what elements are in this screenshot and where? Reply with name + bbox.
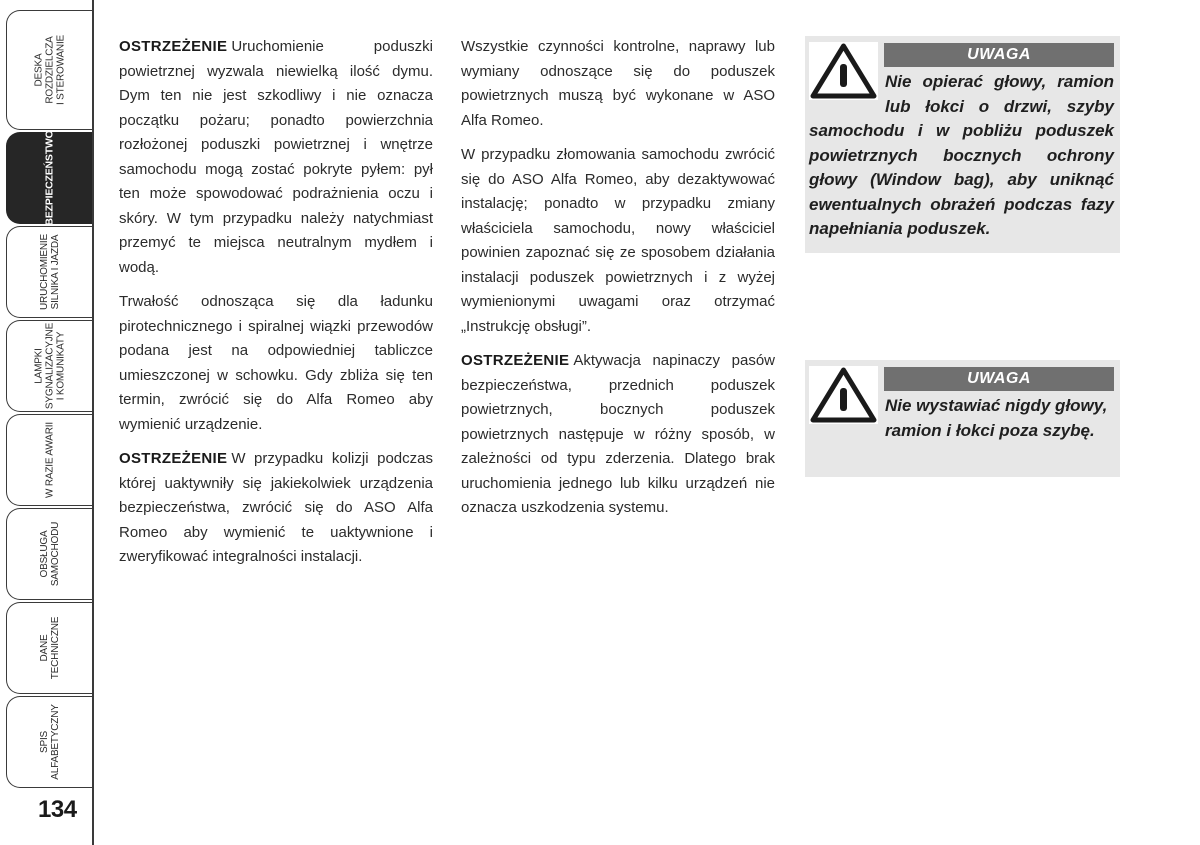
warning-title: UWAGA — [884, 367, 1114, 391]
tab-label: URUCHOMIENIE SILNIKA I JAZDA — [38, 234, 61, 310]
warning-lead: OSTRZEŻENIE — [461, 352, 570, 369]
text-column-2 — [461, 35, 775, 531]
warning-box — [805, 360, 1120, 477]
tab-deska-rozdzielcza[interactable] — [6, 10, 92, 130]
tab-label: W RAZIE AWARII — [44, 422, 55, 498]
tab-label: DANE TECHNICZNE — [38, 616, 61, 680]
tab-label: OBSŁUGA SAMOCHODU — [38, 521, 61, 587]
tab-bezpieczenstwo[interactable] — [6, 132, 92, 224]
rail-divider-line — [92, 0, 94, 845]
tab-label: DESKA ROZDZIELCZA I STEROWANIE — [33, 34, 66, 106]
paragraph-text: W przypadku kolizji podczas której uaktywniły się jakiekolwiek urządzenia bezpieczeństwa, zwrócić się do ASO Alfa Romeo aby wymienić te uaktywnione i zweryfikować integralności instalacji. — [119, 450, 433, 565]
paragraph — [119, 35, 433, 280]
paragraph — [119, 447, 433, 570]
tab-lampki-sygnalizacyjne[interactable] — [6, 320, 92, 412]
paragraph — [119, 290, 433, 437]
section-tab-rail — [0, 0, 94, 845]
warning-text: Nie wystawiać nigdy głowy, ramion i łokci poza szybę. — [885, 396, 1108, 440]
page-number: 134 — [38, 796, 77, 823]
warning-box — [805, 36, 1120, 253]
tab-dane-techniczne[interactable] — [6, 602, 92, 694]
paragraph-text: W przypadku złomowania samochodu zwrócić się do ASO Alfa Romeo, aby dezaktywować instalację; ponadto w przypadku zmiany właściciela samochodu, nowy właściciel powinien zapoznać się ze sposobem działania instalacji poduszek powietrznych i z wyżej wymienionymi uwagami oraz otrzymać „Instrukcję obsługi”. — [461, 146, 775, 335]
tab-label: SPIS ALFABETYCZNY — [38, 704, 61, 780]
paragraph — [461, 35, 775, 133]
text-column-1 — [119, 35, 433, 580]
tab-w-razie-awarii[interactable] — [6, 414, 92, 506]
warning-title: UWAGA — [884, 43, 1114, 67]
paragraph-text: Trwałość odnosząca się dla ładunku pirotechnicznego i spiralnej wiązki przewodów podana jest na odpowiedniej tabliczce umieszczonej w schowku. Gdy zbliża się ten termin, zwrócić się do Alfa Romeo aby wymienić urządzenie. — [119, 293, 433, 433]
warning-lead: OSTRZEŻENIE — [119, 38, 228, 55]
warning-lead: OSTRZEŻENIE — [119, 450, 228, 467]
paragraph — [461, 349, 775, 521]
warning-text: Nie opierać głowy, ramion lub łokci o drzwi, szyby samochodu i w pobliżu poduszek powietrznych bocznych ochrony głowy (Window bag), aby uniknąć ewentualnych obrażeń podczas fazy napełniania poduszek. — [809, 72, 1114, 238]
paragraph-text: Aktywacja napinaczy pasów bezpieczeństwa, przednich poduszek powietrznych, bocznych poduszek powietrznych następuje w różny sposób, w zależności od typu zderzenia. Dlatego brak uruchomienia jednego lub kilku urządzeń nie oznacza uszkodzenia systemu. — [461, 352, 775, 516]
tab-spis-alfabetyczny[interactable] — [6, 696, 92, 788]
paragraph-text: Wszystkie czynności kontrolne, naprawy lub wymiany odnoszące się do poduszek powietrznych muszą być wykonane w ASO Alfa Romeo. — [461, 38, 775, 129]
tab-uruchomienie-silnika[interactable] — [6, 226, 92, 318]
tab-label: LAMPKI SYGNALIZACYJNE I KOMUNIKATY — [33, 322, 66, 410]
tab-label: BEZPIECZEŃSTWO — [43, 130, 55, 226]
paragraph — [461, 143, 775, 339]
tab-obsluga-samochodu[interactable] — [6, 508, 92, 600]
paragraph-text: Uruchomienie poduszki powietrznej wyzwala niewielką ilość dymu. Dym ten nie jest szkodliwy i nie oznacza początku pożaru; ponadto powierzchnia rozłożonej poduszki powietrznej i wnętrze samochodu mogą zostać pokryte pyłem: pył ten może spowodować podrażnienia oczu i skóry. W tym przypadku należy natychmiast przemyć te miejsca neutralnym mydłem i wodą. — [119, 38, 433, 276]
